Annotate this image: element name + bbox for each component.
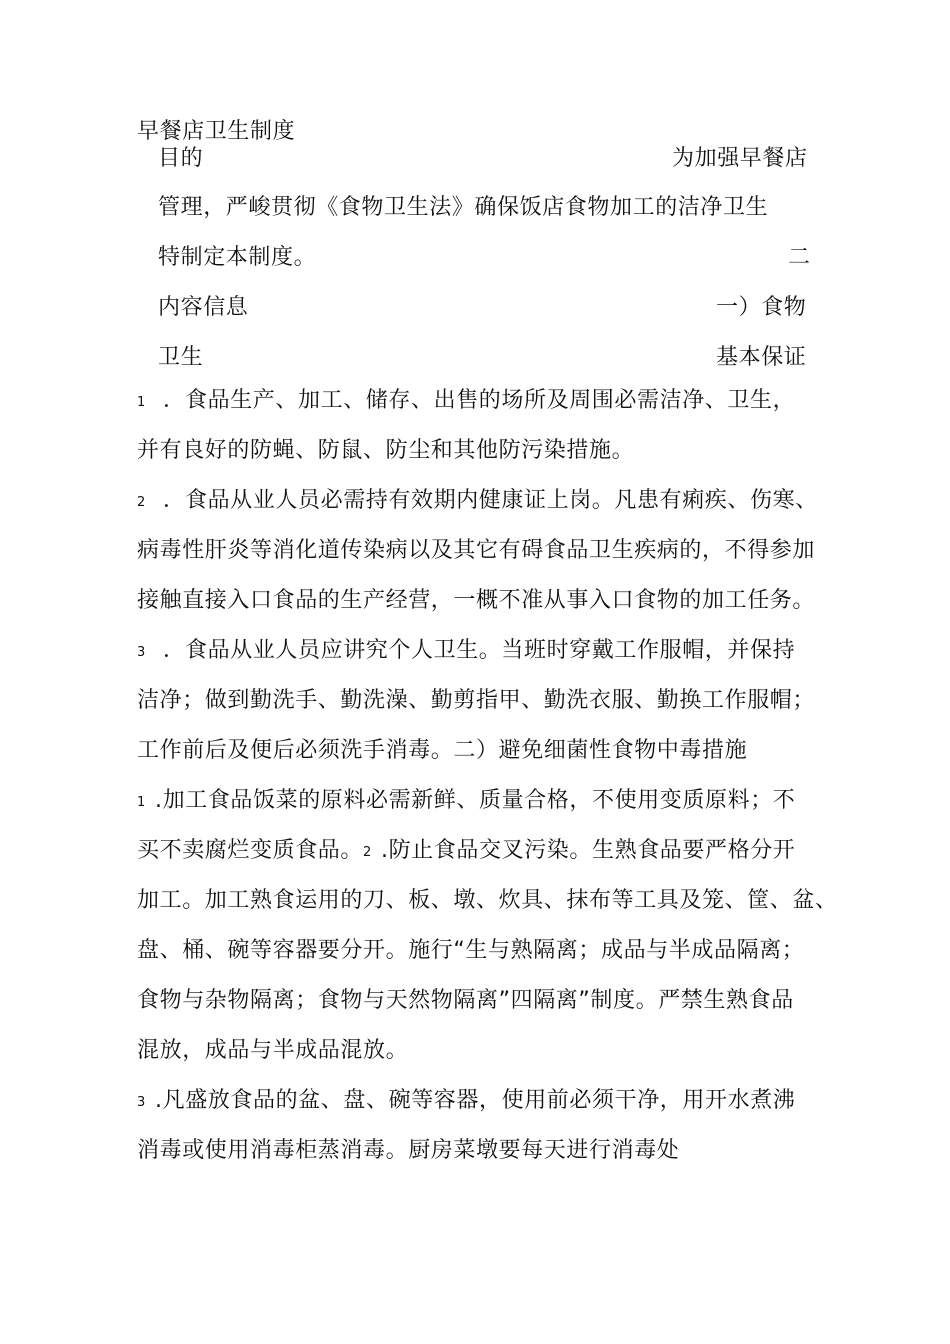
list-item-2-line-1 [137, 486, 818, 518]
purpose-right: 为加强早餐店 [672, 146, 808, 171]
list-dot: . [155, 1088, 163, 1113]
list-item-2-line-3: 接触直接入口食品的生产经营，一概不准从事入口食物的加工任务。 [137, 588, 816, 613]
hygiene-label: 卫生 [158, 345, 204, 370]
list-text: 防止食品交叉污染。生熟食品要严格分开 [388, 838, 796, 863]
doc-title: 早餐店卫生制度 [137, 119, 296, 144]
measure-item-3-line-1 [137, 1086, 795, 1118]
list-item-3-line-1 [137, 636, 795, 668]
list-number: 3 [137, 645, 146, 660]
list-dot: . [155, 788, 163, 813]
list-item-1-line-2: 并有良好的防蝇、防鼠、防尘和其他防污染措施。 [137, 438, 635, 463]
measure-item-2-line-5: 混放，成品与半成品混放。 [137, 1038, 409, 1063]
measure-item-1-line-1 [137, 786, 795, 818]
purpose-line-3: 特制定本制度。 [158, 245, 317, 270]
sub-section-1-heading: 一）食物 [716, 295, 807, 320]
list-number: 1 [137, 795, 146, 810]
purpose-label: 目的 [158, 146, 204, 171]
measure-item-2-line-3: 盘、桶、碗等容器要分开。施行“生与熟隔离；成品与半成品隔离； [137, 938, 805, 963]
list-number: 2 [137, 495, 146, 510]
measure-item-2-line-2: 加工。加工熟食运用的刀、板、墩、炊具、抹布等工具及笼、筐、盆、 [137, 888, 838, 913]
list-text: 凡盛放食品的盆、盘、碗等容器，使用前必须干净，用开水煮沸 [162, 1088, 796, 1113]
basic-guarantee-label: 基本保证 [716, 345, 807, 370]
list-item-2-line-2: 病毒性肝炎等消化道传染病以及其它有碍食品卫生疾病的，不得参加 [137, 538, 816, 563]
list-dot: . [381, 838, 389, 863]
list-item-3-line-2: 洁净；做到勤洗手、勤洗澡、勤剪指甲、勤洗衣服、勤换工作服帽； [137, 688, 816, 713]
list-dot: ． [163, 488, 186, 513]
list-item-1-line-1 [137, 386, 795, 418]
list-number: 1 [137, 395, 146, 410]
list-dot: ． [163, 388, 186, 413]
list-text: 食品从业人员必需持有效期内健康证上岗。凡患有痢疾、伤寒、 [185, 488, 818, 513]
list-number: 3 [137, 1095, 146, 1110]
content-label: 内容信息 [158, 295, 249, 320]
section-2-number: 二 [788, 245, 811, 270]
list-text: 买不卖腐烂变质食品。 [137, 838, 364, 863]
list-text: 加工食品饭菜的原料必需新鲜、质量合格，不使用变质原料；不 [162, 788, 796, 813]
list-text: 食品从业人员应讲究个人卫生。当班时穿戴工作服帽，并保持 [185, 638, 796, 663]
measure-item-1-line-2 [137, 836, 795, 868]
list-text: 食品生产、加工、储存、出售的场所及周围必需洁净、卫生， [185, 388, 796, 413]
measure-item-2-line-4: 食物与杂物隔离；食物与天然物隔离”四隔离”制度。严禁生熟食品 [137, 988, 794, 1013]
list-number: 2 [363, 845, 372, 860]
measure-item-3-line-2: 消毒或使用消毒柜蒸消毒。厨房菜墩要每天进行消毒处 [137, 1138, 680, 1163]
list-item-3-line-3: 工作前后及便后必须洗手消毒。二）避免细菌性食物中毒措施 [137, 738, 748, 763]
purpose-line-2: 管理，严峻贯彻《食物卫生法》确保饭店食物加工的洁净卫生 [158, 195, 769, 220]
list-dot: ． [163, 638, 186, 663]
